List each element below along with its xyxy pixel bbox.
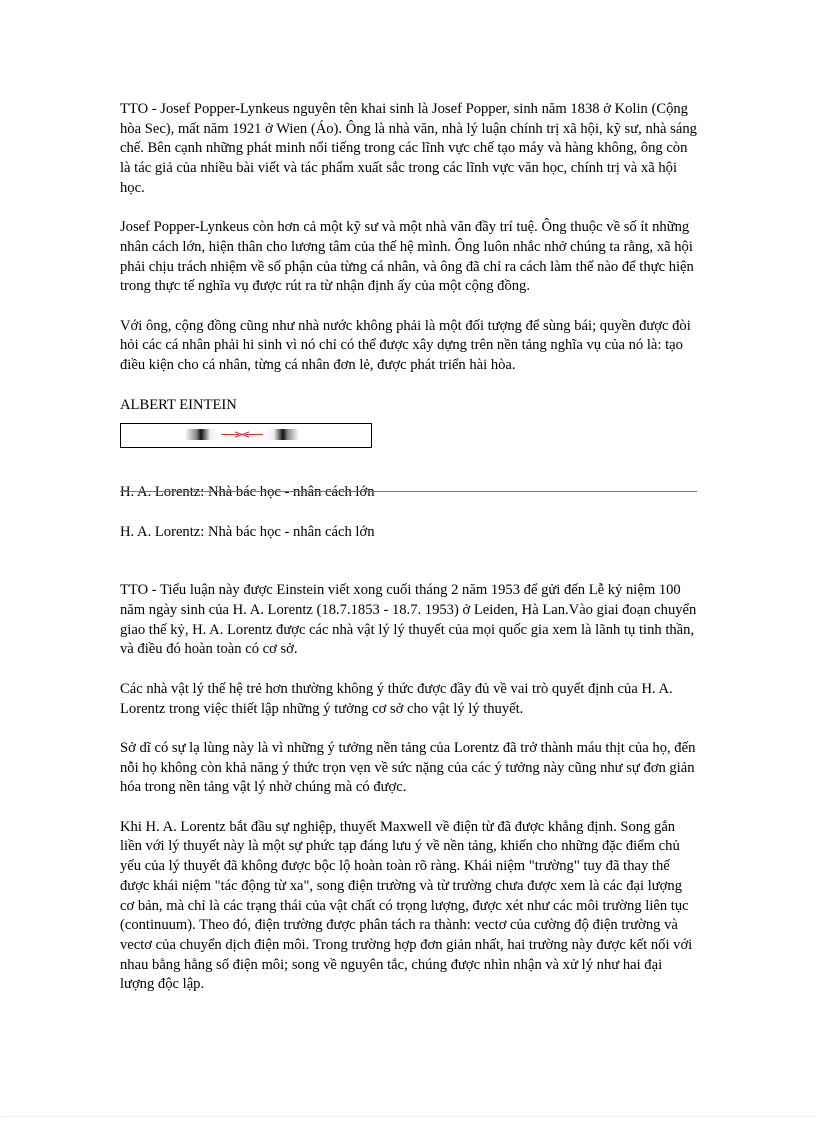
article-heading: H. A. Lorentz: Nhà bác học - nhân cách lớn	[120, 484, 375, 501]
article-heading-repeat: H. A. Lorentz: Nhà bác học - nhân cách lớn	[120, 523, 375, 540]
page-bottom-border	[0, 1116, 816, 1117]
paragraph-community: Với ông, cộng đồng cũng như nhà nước không phải là một đối tượng để sùng bái; quyền được đòi hỏi các cá nhân phải hi sinh vì nó chỉ có thể được xây dựng trên nền tảng nghĩa vụ của nó là: tạo điều kiện cho cá nhân, từng cá nhân đơn lẻ, được phát triển hài hòa.	[120, 317, 691, 374]
banner-mark-icon	[219, 431, 265, 438]
document-page	[120, 100, 698, 995]
paragraph-essay-origin: TTO - Tiểu luận này được Einstein viết xong cuối tháng 2 năm 1953 để gửi đến Lễ kỷ niệm 100 năm ngày sinh của H. A. Lorentz (18.7.1853 - 18.7. 1953) ở Leiden, Hà Lan.Vào giai đoạn chuyển giao thế kỷ, H. A. Lorentz được các nhà vật lý lý thuyết của mọi quốc gia xem là lãnh tụ tinh thần, và điều đó hoàn toàn có cơ sở.	[120, 582, 697, 658]
paragraph-character: Josef Popper-Lynkeus còn hơn cả một kỹ sư và một nhà văn đầy trí tuệ. Ông thuộc về số ít những nhân cách lớn, hiện thân cho lương tâm của thế hệ mình. Ông luôn nhắc nhở chúng ta rằng, xã hội phải chịu trách nhiệm về số phận của từng cá nhân, và ông đã chỉ ra cách làm thế nào để thực hiện trong thực tế nghĩa vụ được rút ra từ nhận định ấy của một cộng đồng.	[120, 219, 694, 295]
section-divider	[120, 491, 697, 492]
banner-image	[120, 423, 372, 448]
paragraph-maxwell-theory: Khi H. A. Lorentz bắt đầu sự nghiệp, thuyết Maxwell về điện từ đã được khẳng định. Song gắn liền với lý thuyết này là một sự phức tạp đáng lưu ý về nền tảng, khiến cho những đặc điểm chủ yếu của lý thuyết đã không được bộc lộ hoàn toàn rõ ràng. Khái niệm "trường" tuy đã thay thế được khái niệm "tác động từ xa", song điện trường và từ trường chưa được xem là các đại lượng cơ bản, mà chỉ là các trạng thái của vật chất có trọng lượng, được xét như các môi trường liên tục (continuum). Theo đó, điện trường được phân tách ra thành: vectơ của cường độ điện trường và vectơ của chuyển dịch điện môi. Trong trường hợp đơn giản nhất, hai trường này được kết nối với nhau bằng hằng số điện môi; song về nguyên tắc, chúng được nhìn nhận và xử lý như hai đại lượng độc lập.	[120, 818, 693, 993]
paragraph-foundations: Sở dĩ có sự lạ lùng này là vì những ý tưởng nền tảng của Lorentz đã trở thành máu thịt của họ, đến nỗi họ không còn khả năng ý thức trọn vẹn về sức nặng của các ý tưởng này cũng như sự đơn giản hóa trong nền tảng vật lý nhờ chúng mà có được.	[120, 739, 696, 796]
paragraph-intro: TTO - Josef Popper-Lynkeus nguyên tên khai sinh là Josef Popper, sinh năm 1838 ở Kolin (Cộng hòa Sec), mất năm 1921 ở Wien (Áo). Ông là nhà văn, nhà lý luận chính trị xã hội, kỹ sư, nhà sáng chế. Bên cạnh những phát minh nổi tiếng trong các lĩnh vực chế tạo máy và hàng không, ông còn là tác giả của nhiều bài viết và tác phẩm xuất sắc trong các lĩnh vực văn học, chính trị và xã hội học.	[120, 101, 697, 196]
paragraph-young-physicists: Các nhà vật lý thế hệ trẻ hơn thường không ý thức được đầy đủ về vai trò quyết định của H. A. Lorentz trong việc thiết lập những ý tưởng cơ sở cho vật lý lý thuyết.	[120, 680, 673, 717]
author-signature: ALBERT EINTEIN	[120, 396, 237, 413]
